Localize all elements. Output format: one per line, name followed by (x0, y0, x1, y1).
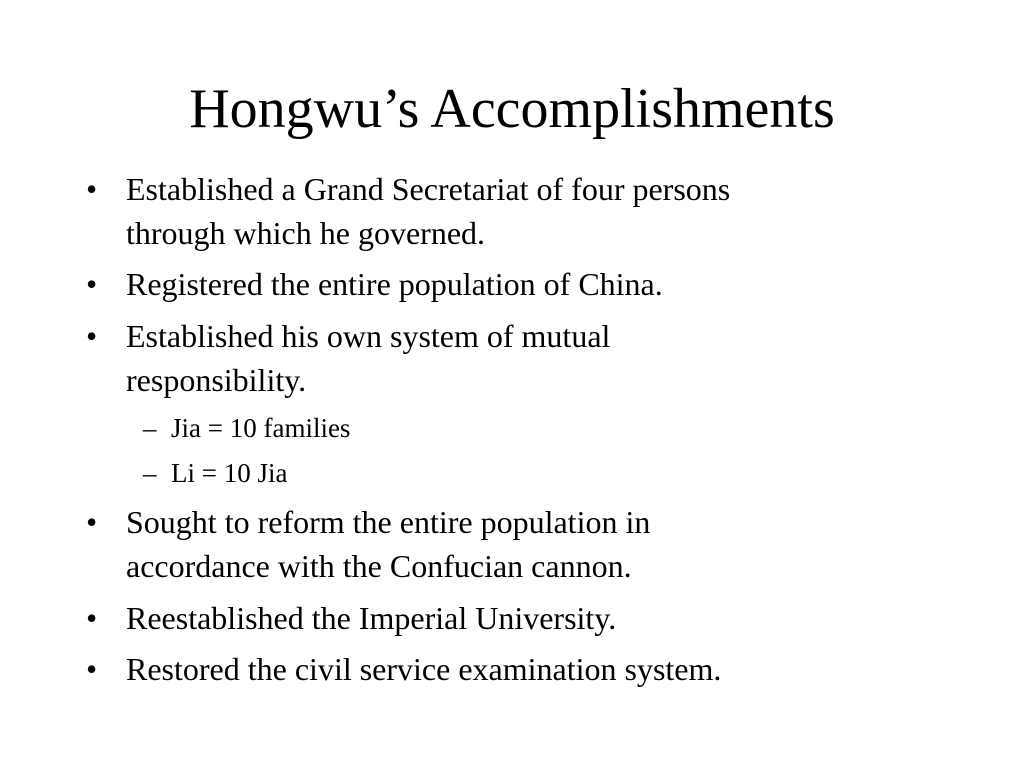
bullet-text-line: Restored the civil service examination system. (126, 651, 722, 687)
bullet-mark: • (86, 504, 98, 540)
slide-title: Hongwu’s Accomplishments (189, 78, 835, 140)
bullet-text-line: Established a Grand Secretariat of four persons (126, 171, 731, 207)
bullet-text-line: accordance with the Confucian cannon. (126, 548, 632, 584)
sub-bullet-text: Jia = 10 families (171, 413, 351, 443)
bullet-text-line: Registered the entire population of China. (126, 266, 663, 302)
bullet-mark: • (86, 651, 98, 687)
bullet-text-line: Sought to reform the entire population in (126, 504, 651, 540)
bullet-text-line: Established his own system of mutual (126, 318, 611, 354)
bullet-mark: • (86, 171, 98, 207)
sub-bullet-mark: – (143, 458, 157, 488)
sub-bullet-mark: – (143, 413, 157, 443)
bullet-text-line: responsibility. (126, 362, 307, 398)
bullet-mark: • (86, 600, 98, 636)
sub-bullet-text: Li = 10 Jia (171, 458, 288, 488)
bullet-mark: • (86, 318, 98, 354)
bullet-mark: • (86, 266, 98, 302)
bullet-text-line: Reestablished the Imperial University. (126, 600, 617, 636)
bullet-text-line: through which he governed. (126, 215, 486, 251)
